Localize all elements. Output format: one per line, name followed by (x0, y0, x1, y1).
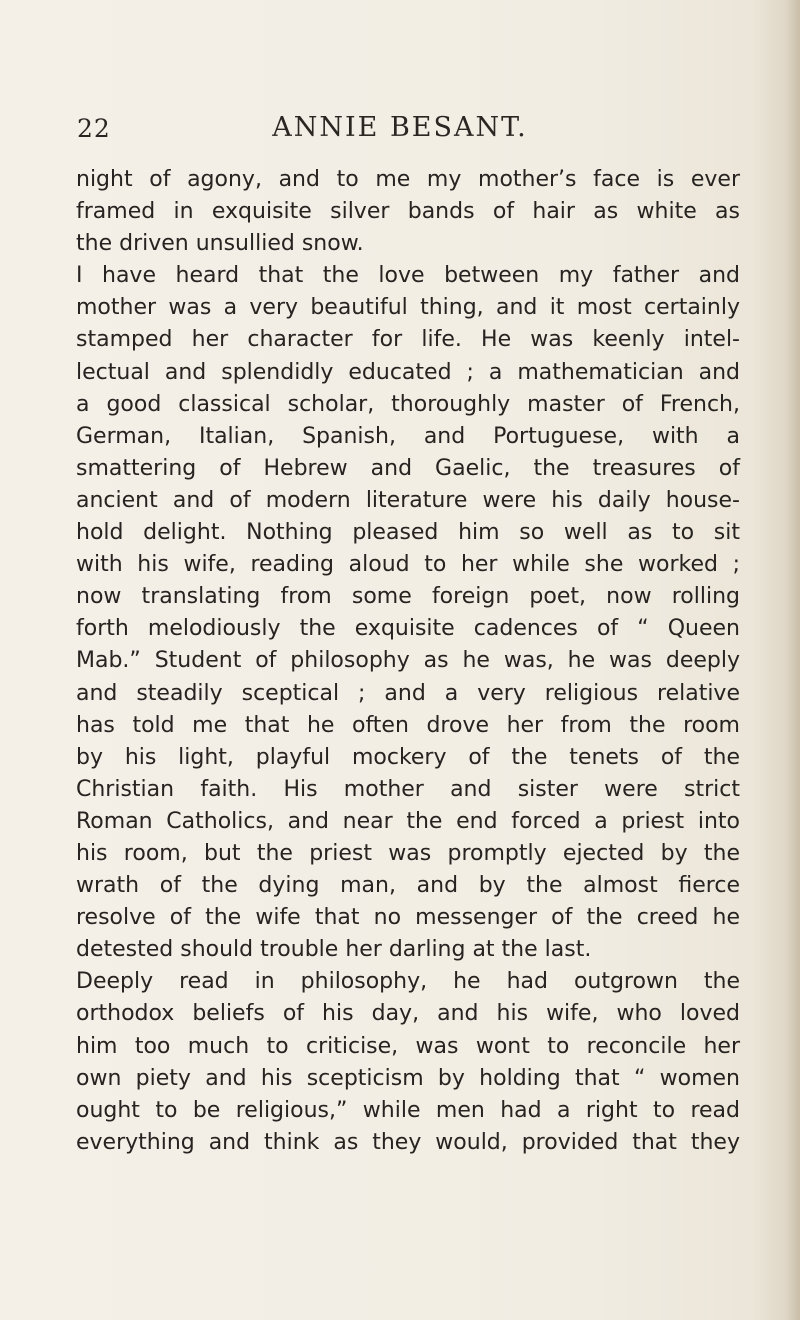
text-line: hold delight. Nothing pleased him so well as to sit (76, 520, 740, 546)
text-line: Mab.” Student of philosophy as he was, he was deeply (76, 648, 740, 674)
text-line: detested should trouble her darling at the last. (76, 937, 592, 963)
text-line: by his light, playful mockery of the tenets of the (76, 744, 740, 770)
text-line: night of agony, and to me my mother’s face is ever (76, 167, 740, 192)
page-edge-shadow (786, 0, 800, 1320)
page-number: 22 (77, 114, 111, 143)
text-line: stamped her character for life. He was keenly intel- (76, 327, 740, 353)
text-line: ancient and of modern literature were his daily house- (76, 487, 740, 513)
text-line: a good classical scholar, thoroughly master of French, (76, 391, 740, 417)
text-line: framed in exquisite silver bands of hair as white as (76, 199, 740, 225)
text-line: orthodox beliefs of his day, and his wife, who loved (76, 1001, 740, 1027)
running-head: ANNIE BESANT. (272, 112, 528, 143)
text-line: I have heard that the love between my father and (76, 263, 740, 289)
text-line: resolve of the wife that no messenger of the creed he (76, 905, 740, 931)
text-line: Deeply read in philosophy, he had outgrown the (76, 969, 740, 995)
text-line: with his wife, reading aloud to her while she worked ; (76, 552, 740, 578)
text-line: ought to be religious,” while men had a right to read (76, 1097, 740, 1123)
text-line: has told me that he often drove her from the room (76, 712, 740, 738)
text-line: and steadily sceptical ; and a very religious relative (76, 680, 740, 706)
text-line: everything and think as they would, provided that they (76, 1129, 740, 1155)
text-line: him too much to criticise, was wont to reconcile her (76, 1033, 740, 1059)
text-line: the driven unsullied snow. (76, 231, 364, 257)
text-line: forth melodiously the exquisite cadences of “ Queen (76, 616, 740, 642)
text-line: Roman Catholics, and near the end forced a priest into (76, 808, 740, 834)
text-line: now translating from some foreign poet, now rolling (76, 584, 740, 610)
text-line: smattering of Hebrew and Gaelic, the treasures of (76, 455, 740, 481)
text-line: mother was a very beautiful thing, and it most certainly (76, 295, 740, 321)
text-line: lectual and splendidly educated ; a mathematician and (76, 359, 740, 385)
text-line: German, Italian, Spanish, and Portuguese, with a (76, 423, 740, 449)
text-line: Christian faith. His mother and sister were strict (76, 776, 740, 802)
text-line: own piety and his scepticism by holding that “ women (76, 1065, 740, 1091)
text-line: wrath of the dying man, and by the almost fierce (76, 873, 740, 899)
text-line: his room, but the priest was promptly ejected by the (76, 840, 740, 866)
body-text (76, 164, 740, 1159)
page-header (0, 108, 800, 148)
